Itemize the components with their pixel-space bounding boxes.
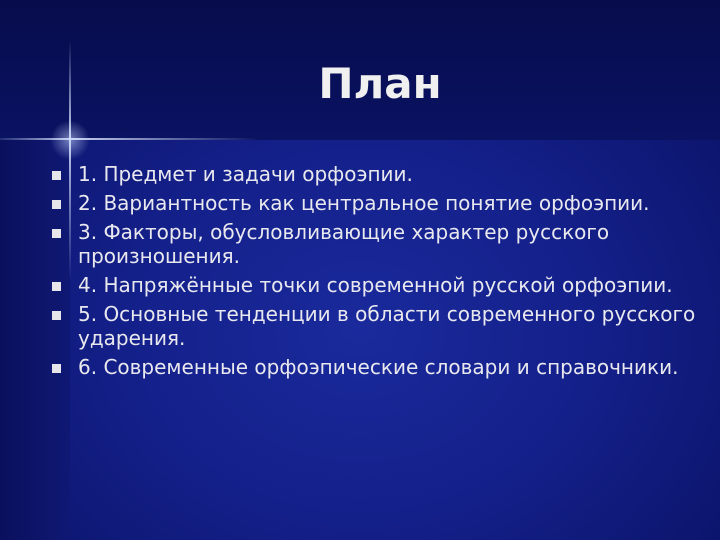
plan-list — [48, 162, 708, 384]
list-item-text: 2. Вариантность как центральное понятие орфоэпии. — [78, 191, 650, 215]
list-item — [48, 355, 708, 379]
list-item-text: 3. Факторы, обусловливающие характер русского произношения. — [78, 220, 610, 268]
square-bullet-icon — [52, 311, 61, 320]
list-item — [48, 273, 708, 297]
list-item-text: 6. Современные орфоэпические словари и справочники. — [78, 355, 679, 379]
list-item-text: 1. Предмет и задачи орфоэпии. — [78, 162, 413, 186]
light-flare-horizontal — [0, 138, 260, 140]
list-item — [48, 220, 708, 268]
list-item-text: 5. Основные тенденции в области современного русского ударения. — [78, 302, 696, 350]
list-item — [48, 162, 708, 186]
square-bullet-icon — [52, 229, 61, 238]
list-item — [48, 191, 708, 215]
light-flare-glow — [50, 120, 90, 160]
square-bullet-icon — [52, 200, 61, 209]
list-item — [48, 302, 708, 350]
square-bullet-icon — [52, 171, 61, 180]
list-item-text: 4. Напряжённые точки современной русской орфоэпии. — [78, 273, 673, 297]
square-bullet-icon — [52, 364, 61, 373]
square-bullet-icon — [52, 282, 61, 291]
slide-title: План — [318, 59, 442, 108]
